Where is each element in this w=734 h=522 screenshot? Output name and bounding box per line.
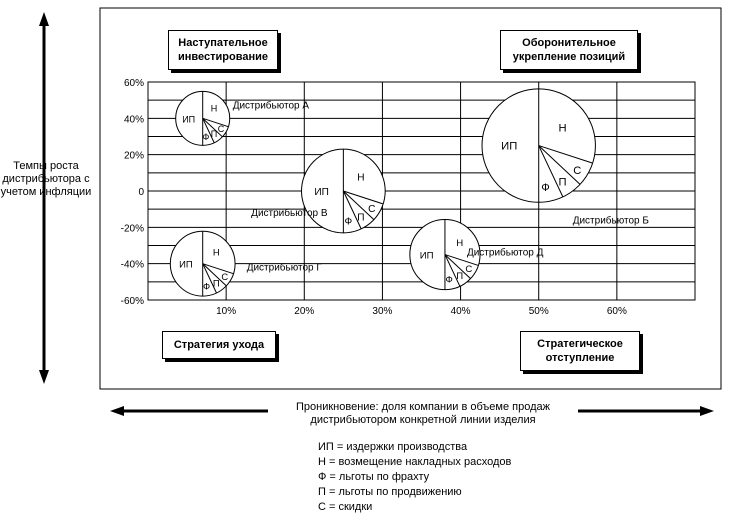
slice-label-s: С <box>217 123 225 134</box>
y-tick-label: -40% <box>120 259 144 271</box>
x-tick-label: 50% <box>528 306 549 317</box>
slice-label-ip: ИП <box>182 114 196 125</box>
legend-item: ИП = издержки производства <box>318 441 468 453</box>
x-axis-arrow-right <box>700 406 714 416</box>
slice-label-p: П <box>456 271 464 283</box>
quadrant-offensive-investment <box>168 30 278 70</box>
y-axis-arrow-up <box>39 12 49 26</box>
slice-label-n: Н <box>456 237 464 249</box>
slice-label-p: П <box>212 277 220 289</box>
slice-label-p: П <box>558 176 567 189</box>
slice-label-s: С <box>368 203 376 215</box>
x-axis-title-text: Проникновение: доля компании в объеме продаж дистрибьютором конкретной линии изделия <box>295 401 550 426</box>
slice-label-n: Н <box>212 246 220 258</box>
quadrant-bl-label: Стратегия ухода <box>173 339 265 351</box>
slice-label-ip: ИП <box>501 140 518 153</box>
slice-label-p: П <box>210 129 218 140</box>
quadrant-strategic-retreat <box>520 331 640 371</box>
legend-item: Н = возмещение накладных расходов <box>318 456 512 468</box>
x-tick-label: 60% <box>606 306 627 317</box>
legend-item: Ф = льготы по фрахту <box>318 471 430 483</box>
slice-label-s: С <box>573 164 582 177</box>
pie-4 <box>170 231 235 296</box>
y-tick-label: 40% <box>123 114 144 126</box>
y-tick-label: -20% <box>120 223 144 235</box>
quadrant-tr-label: Оборонительное укрепление позиций <box>512 37 626 63</box>
slice-label-ip: ИП <box>419 250 434 262</box>
distributor-label: Дистрибьютор А <box>232 100 310 112</box>
quadrant-br-label: Стратегическое отступление <box>537 338 623 364</box>
distributor-label: Дистрибьютор Г <box>246 262 322 274</box>
quadrant-exit-strategy <box>162 331 276 359</box>
slice-label-n: Н <box>357 172 365 184</box>
abbreviation-legend <box>318 440 511 515</box>
quadrant-defensive-position <box>500 30 638 70</box>
y-axis-title-text: Темпы роста дистрибьютора с учетом инфляции <box>0 160 92 198</box>
slice-label-n: Н <box>210 103 218 114</box>
legend-item: П = льготы по продвижению <box>318 486 462 498</box>
pie-1 <box>176 91 230 145</box>
slice-label-s: С <box>221 270 229 282</box>
x-axis-arrow-left <box>110 406 124 416</box>
x-tick-label: 40% <box>450 306 471 317</box>
x-tick-label: 10% <box>216 306 237 317</box>
y-axis-title <box>0 160 92 199</box>
pie-2 <box>482 89 595 202</box>
distributor-label: Дистрибьютор Д <box>466 247 544 259</box>
y-axis-arrow-down <box>39 370 49 384</box>
y-tick-label: 20% <box>123 150 144 162</box>
pie-3 <box>302 149 386 233</box>
distributor-label: Дистрибьютор Б <box>572 215 649 227</box>
x-axis-title <box>270 401 576 427</box>
legend-item: С = скидки <box>318 501 373 513</box>
y-tick-label: 0 <box>138 187 144 198</box>
slice-label-f: Ф <box>344 216 353 228</box>
slice-label-p: П <box>357 212 365 224</box>
slice-label-f: Ф <box>445 274 453 286</box>
slice-label-f: Ф <box>203 280 211 292</box>
slice-label-s: С <box>465 264 473 276</box>
y-tick-label: -60% <box>120 296 144 307</box>
distributor-label: Дистрибьютор В <box>251 208 328 219</box>
slice-label-f: Ф <box>202 131 210 142</box>
x-tick-label: 20% <box>294 306 315 317</box>
quadrant-tl-label: Наступательное инвестирование <box>178 37 268 63</box>
y-tick-label: 60% <box>123 78 144 89</box>
x-tick-label: 30% <box>372 306 393 317</box>
slice-label-f: Ф <box>541 181 550 194</box>
slice-label-n: Н <box>558 122 567 135</box>
slice-label-ip: ИП <box>179 258 193 270</box>
slice-label-ip: ИП <box>314 187 329 198</box>
